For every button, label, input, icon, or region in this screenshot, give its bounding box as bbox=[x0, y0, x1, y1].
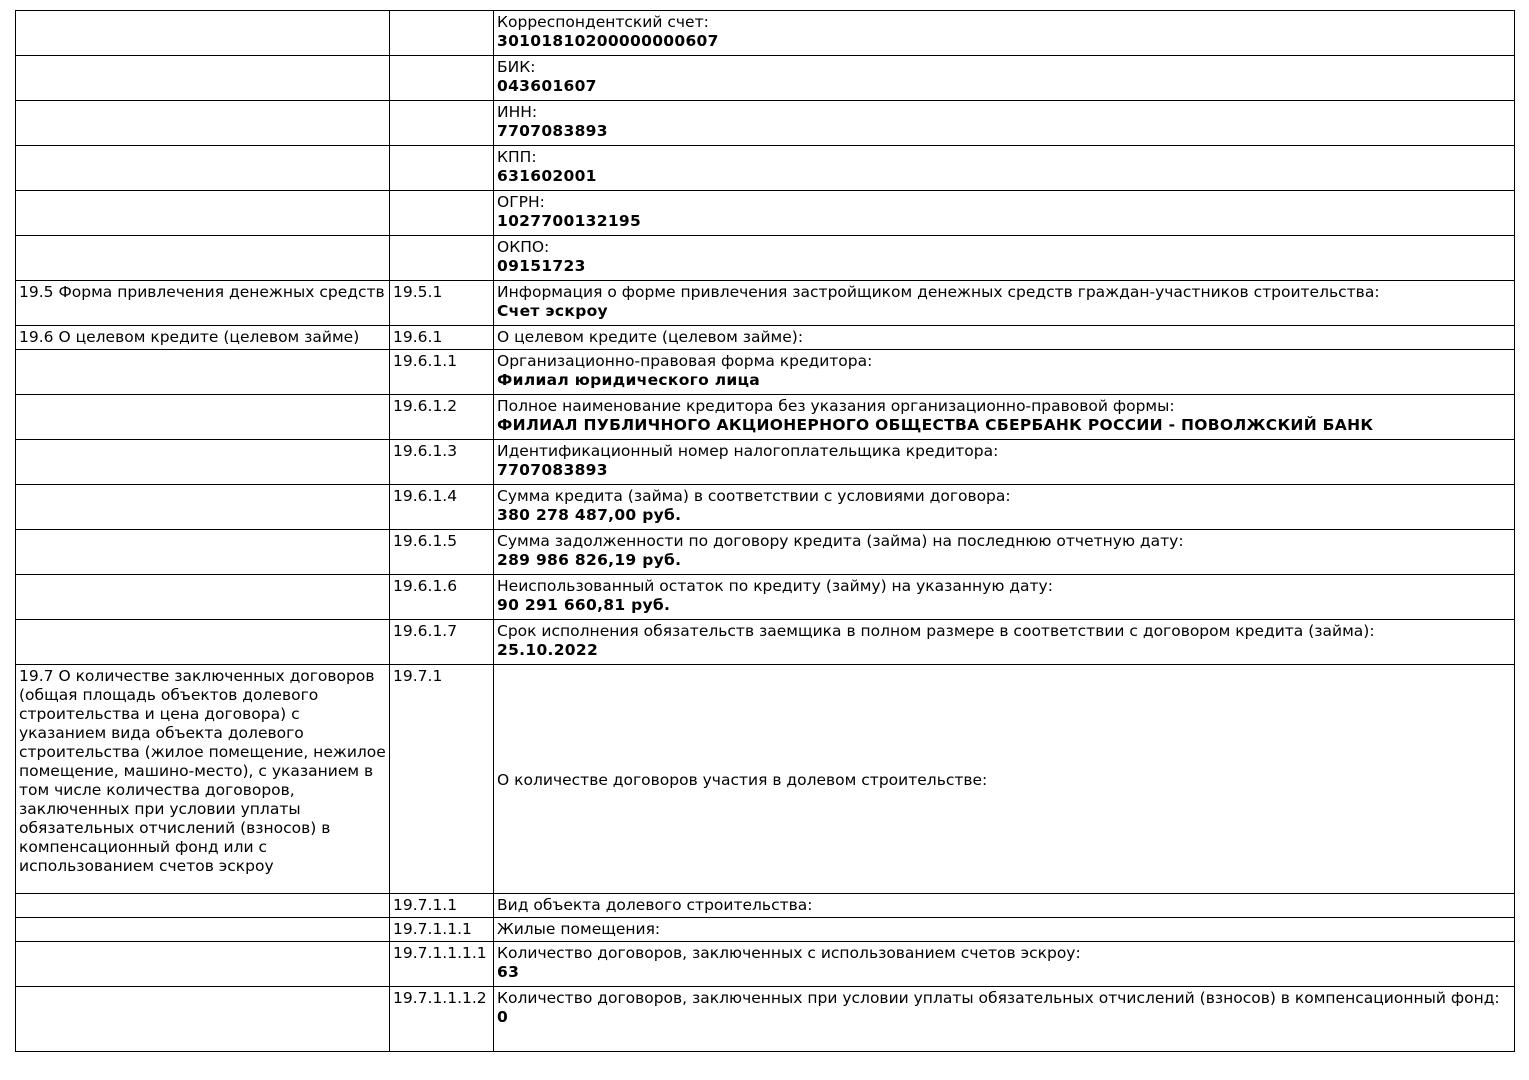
field-value: 7707083893 bbox=[497, 122, 608, 140]
field-label: Жилые помещения: bbox=[497, 920, 661, 938]
code-cell bbox=[390, 101, 494, 146]
field-label: Неиспользованный остаток по кредиту (займу) на указанную дату: bbox=[497, 577, 1053, 595]
field-label: Количество договоров, заключенных при условии уплаты обязательных отчислений (взносов) в компенсационный фонд: bbox=[497, 989, 1500, 1007]
field-value: 09151723 bbox=[497, 257, 586, 275]
info-cell bbox=[494, 191, 1515, 236]
code-cell: 19.5.1 bbox=[390, 281, 494, 326]
info-cell bbox=[494, 987, 1515, 1052]
info-cell bbox=[494, 620, 1515, 665]
field-value: Филиал юридического лица bbox=[497, 371, 761, 389]
section-cell bbox=[16, 530, 390, 575]
section-cell bbox=[16, 101, 390, 146]
section-cell bbox=[16, 146, 390, 191]
table-row bbox=[16, 56, 1515, 101]
table-row bbox=[16, 530, 1515, 575]
section-cell bbox=[16, 620, 390, 665]
info-cell bbox=[494, 395, 1515, 440]
disclosure-table bbox=[15, 10, 1515, 1052]
code-cell: 19.6.1.3 bbox=[390, 440, 494, 485]
code-cell: 19.7.1.1 bbox=[390, 894, 494, 918]
table-row bbox=[16, 485, 1515, 530]
code-cell bbox=[390, 236, 494, 281]
field-label: ИНН: bbox=[497, 103, 538, 121]
section-cell bbox=[16, 236, 390, 281]
field-value: 63 bbox=[497, 963, 520, 981]
table-row bbox=[16, 191, 1515, 236]
field-value: Счет эскроу bbox=[497, 302, 608, 320]
table-row bbox=[16, 894, 1515, 918]
table-row bbox=[16, 350, 1515, 395]
code-cell: 19.7.1.1.1.2 bbox=[390, 987, 494, 1052]
table-row bbox=[16, 575, 1515, 620]
section-cell bbox=[16, 56, 390, 101]
table-row bbox=[16, 11, 1515, 56]
table-row bbox=[16, 146, 1515, 191]
code-cell: 19.6.1.1 bbox=[390, 350, 494, 395]
field-label: Вид объекта долевого строительства: bbox=[497, 896, 813, 914]
table-row bbox=[16, 987, 1515, 1052]
info-cell bbox=[494, 918, 1515, 942]
table-row bbox=[16, 101, 1515, 146]
code-cell bbox=[390, 146, 494, 191]
section-cell: 19.6 О целевом кредите (целевом займе) bbox=[16, 326, 390, 350]
info-cell bbox=[494, 440, 1515, 485]
code-cell: 19.6.1.2 bbox=[390, 395, 494, 440]
field-label: Идентификационный номер налогоплательщика кредитора: bbox=[497, 442, 999, 460]
field-label: БИК: bbox=[497, 58, 536, 76]
field-label: Сумма кредита (займа) в соответствии с условиями договора: bbox=[497, 487, 1011, 505]
info-cell bbox=[494, 530, 1515, 575]
info-cell bbox=[494, 146, 1515, 191]
info-cell bbox=[494, 326, 1515, 350]
info-cell bbox=[494, 665, 1515, 894]
section-cell bbox=[16, 575, 390, 620]
table-row bbox=[16, 395, 1515, 440]
field-label: Сумма задолженности по договору кредита (займа) на последнюю отчетную дату: bbox=[497, 532, 1184, 550]
field-label: ОГРН: bbox=[497, 193, 545, 211]
info-cell bbox=[494, 11, 1515, 56]
table-row bbox=[16, 326, 1515, 350]
section-cell: 19.5 Форма привлечения денежных средств bbox=[16, 281, 390, 326]
code-cell: 19.6.1.5 bbox=[390, 530, 494, 575]
code-cell: 19.6.1.7 bbox=[390, 620, 494, 665]
code-cell bbox=[390, 11, 494, 56]
table-row bbox=[16, 236, 1515, 281]
section-cell bbox=[16, 918, 390, 942]
section-cell bbox=[16, 987, 390, 1052]
field-value: 0 bbox=[497, 1008, 509, 1026]
table-row bbox=[16, 281, 1515, 326]
field-value: 631602001 bbox=[497, 167, 597, 185]
field-label: Количество договоров, заключенных с использованием счетов эскроу: bbox=[497, 944, 1081, 962]
field-label: Полное наименование кредитора без указания организационно-правовой формы: bbox=[497, 397, 1175, 415]
info-cell bbox=[494, 350, 1515, 395]
info-cell bbox=[494, 236, 1515, 281]
info-cell bbox=[494, 942, 1515, 987]
info-cell bbox=[494, 56, 1515, 101]
code-cell: 19.6.1.6 bbox=[390, 575, 494, 620]
table-row bbox=[16, 942, 1515, 987]
table-row bbox=[16, 620, 1515, 665]
info-cell bbox=[494, 575, 1515, 620]
field-value: 90 291 660,81 руб. bbox=[497, 596, 671, 614]
field-value: 1027700132195 bbox=[497, 212, 642, 230]
info-cell bbox=[494, 101, 1515, 146]
section-cell bbox=[16, 191, 390, 236]
field-label: О количестве договоров участия в долевом строительстве: bbox=[497, 770, 988, 789]
table-row bbox=[16, 665, 1515, 894]
section-cell bbox=[16, 440, 390, 485]
section-cell bbox=[16, 395, 390, 440]
field-value: 30101810200000000607 bbox=[497, 32, 719, 50]
field-value: 25.10.2022 bbox=[497, 641, 599, 659]
info-cell bbox=[494, 894, 1515, 918]
code-cell bbox=[390, 191, 494, 236]
field-label: КПП: bbox=[497, 148, 537, 166]
section-cell bbox=[16, 11, 390, 56]
field-value: 043601607 bbox=[497, 77, 597, 95]
table-row bbox=[16, 918, 1515, 942]
code-cell: 19.7.1 bbox=[390, 665, 494, 894]
code-cell: 19.6.1 bbox=[390, 326, 494, 350]
field-label: Информация о форме привлечения застройщиком денежных средств граждан-участников строительства: bbox=[497, 283, 1380, 301]
table-row bbox=[16, 440, 1515, 485]
field-label: Организационно-правовая форма кредитора: bbox=[497, 352, 873, 370]
code-cell: 19.7.1.1.1.1 bbox=[390, 942, 494, 987]
section-cell bbox=[16, 942, 390, 987]
field-label: О целевом кредите (целевом займе): bbox=[497, 328, 804, 346]
field-value: 289 986 826,19 руб. bbox=[497, 551, 682, 569]
section-cell bbox=[16, 894, 390, 918]
info-cell bbox=[494, 485, 1515, 530]
code-cell: 19.6.1.4 bbox=[390, 485, 494, 530]
field-label: Срок исполнения обязательств заемщика в полном размере в соответствии с договором кредита (займа): bbox=[497, 622, 1375, 640]
section-cell bbox=[16, 350, 390, 395]
code-cell bbox=[390, 56, 494, 101]
field-label: Корреспондентский счет: bbox=[497, 13, 709, 31]
code-cell: 19.7.1.1.1 bbox=[390, 918, 494, 942]
section-cell bbox=[16, 485, 390, 530]
section-cell: 19.7 О количестве заключенных договоров (общая площадь объектов долевого строительства и цена договора) с указанием вида объекта долевого строительства (жилое помещение, нежилое помещение, машино-место), с указанием в том числе количества договоров, заключенных при условии уплаты обязательных отчислений (взносов) в компенсационный фонд или с использованием счетов эскроу bbox=[16, 665, 390, 894]
field-value: ФИЛИАЛ ПУБЛИЧНОГО АКЦИОНЕРНОГО ОБЩЕСТВА СБЕРБАНК РОССИИ - ПОВОЛЖСКИЙ БАНК bbox=[497, 416, 1374, 434]
info-cell bbox=[494, 281, 1515, 326]
field-value: 7707083893 bbox=[497, 461, 608, 479]
field-label: ОКПО: bbox=[497, 238, 550, 256]
field-value: 380 278 487,00 руб. bbox=[497, 506, 682, 524]
